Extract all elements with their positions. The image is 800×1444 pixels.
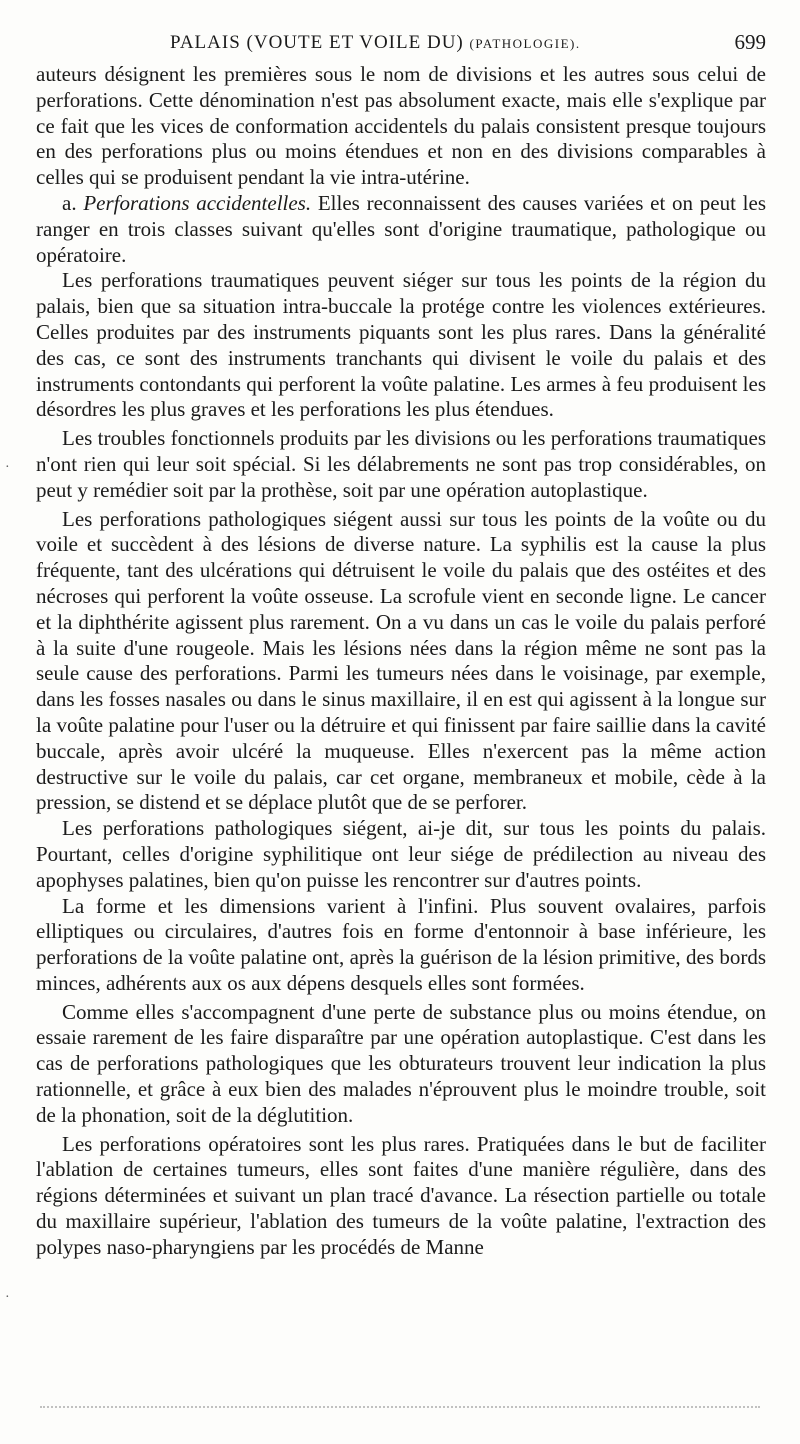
section-text: Elles reconnaissent des causes variées et on peut les ranger en trois classes suivant qu'elles sont d'origine traumatique, pathologique ou opératoire.	[36, 190, 766, 267]
margin-mark: ·	[5, 460, 10, 475]
page-number: 699	[734, 30, 766, 54]
page-header	[38, 30, 766, 60]
margin-mark: ·	[5, 1290, 10, 1305]
running-title-main: PALAIS (VOUTE ET VOILE DU)	[170, 32, 464, 53]
section-label: a.	[62, 190, 77, 215]
paragraph: Comme elles s'accompagnent d'une perte de substance plus ou moins étendue, on essaie rarement de les faire disparaître par une opération autoplastique. C'est dans les cas de perforations pathologiques que les obturateurs trouvent leur indication la plus rationnelle, et grâce à eux bien des malades n'éprouvent plus le moindre trouble, soit de la phonation, soit de la déglutition.	[36, 999, 766, 1127]
paragraph: Les perforations pathologiques siégent aussi sur tous les points de la voûte ou du voile et succèdent à des lésions de diverse nature. La syphilis est la cause la plus fréquente, tant des ulcérations qui détruisent le voile du palais que des ostéites et des nécroses qui perforent la voûte osseuse. La scrofule vient en seconde ligne. Le cancer et la diphthérite agissent plus rarement. On a vu dans un cas le voile du palais perforé à la suite d'une rougeole. Mais les lésions nées dans la région même ne sont pas la seule cause des perforations. Parmi les tumeurs nées dans le voisinage, par exemple, dans les fosses nasales ou dans le sinus maxillaire, il en est qui agissent à la longue sur la voûte palatine pour l'user ou la détruire et qui finissent par faire saillie dans la cavité buccale, après avoir ulcéré la muqueuse. Elles n'exercent pas la même action destructive sur le voile du palais, car cet organe, membraneux et mobile, cède à la pression, se distend et se déplace plutôt que de se perforer.	[36, 506, 766, 815]
footer-rule	[40, 1406, 760, 1412]
paragraph: Les perforations traumatiques peuvent siéger sur tous les points de la région du palais, bien que sa situation intra-buccale la protége contre les violences extérieures. Celles produites par des instruments piquants sont les plus rares. Dans la généralité des cas, ce sont des instruments tranchants qui divisent le voile du palais et des instruments contondants qui perforent la voûte palatine. Les armes à feu produisent les désordres les plus graves et les perforations les plus étendues.	[36, 268, 766, 422]
running-title-section: (PATHOLOGIE).	[469, 36, 581, 51]
section-heading: Perforations accidentelles.	[83, 190, 312, 215]
running-title	[170, 32, 581, 54]
paragraph: Les perforations pathologiques siégent, ai-je dit, sur tous les points du palais. Pourtant, celles d'origine syphilitique ont leur siége de prédilection au niveau des apophyses palatines, bien qu'on puisse les rencontrer sur d'autres points.	[36, 816, 766, 892]
paragraph: La forme et les dimensions varient à l'infini. Plus souvent ovalaires, parfois elliptiques ou circulaires, d'autres fois en forme d'entonnoir à base inférieure, les perforations de la voûte palatine ont, après la guérison de la lésion primitive, des bords minces, adhérents aux os aux dépens desquels elles sont formées.	[36, 893, 766, 995]
paragraph-section-a	[36, 191, 766, 268]
body-text	[36, 62, 766, 1261]
paragraph: Les perforations opératoires sont les plus rares. Pratiquées dans le but de faciliter l'ablation de certaines tumeurs, elles sont faites d'une manière régulière, dans des régions déterminées et suivant un plan tracé d'avance. La résection partielle ou totale du maxillaire supérieur, l'ablation des tumeurs de la voûte palatine, l'extraction des polypes naso-pharyngiens par les procédés de Manne	[36, 1131, 766, 1259]
paragraph: Les troubles fonctionnels produits par les divisions ou les perforations traumatiques n'ont rien qui leur soit spécial. Si les délabrements ne sont pas trop considérables, on peut y remédier soit par la prothèse, soit par une opération autoplastique.	[36, 426, 766, 502]
paragraph-continuation: auteurs désignent les premières sous le nom de divisions et les autres sous celui de perforations. Cette dénomination n'est pas absolument exacte, mais elle s'explique par ce fait que les vices de conformation accidentels du palais consistent presque toujours en des perforations plus ou moins étendues et non en des divisions comparables à celles qui se produisent pendant la vie intra-utérine.	[36, 62, 766, 190]
